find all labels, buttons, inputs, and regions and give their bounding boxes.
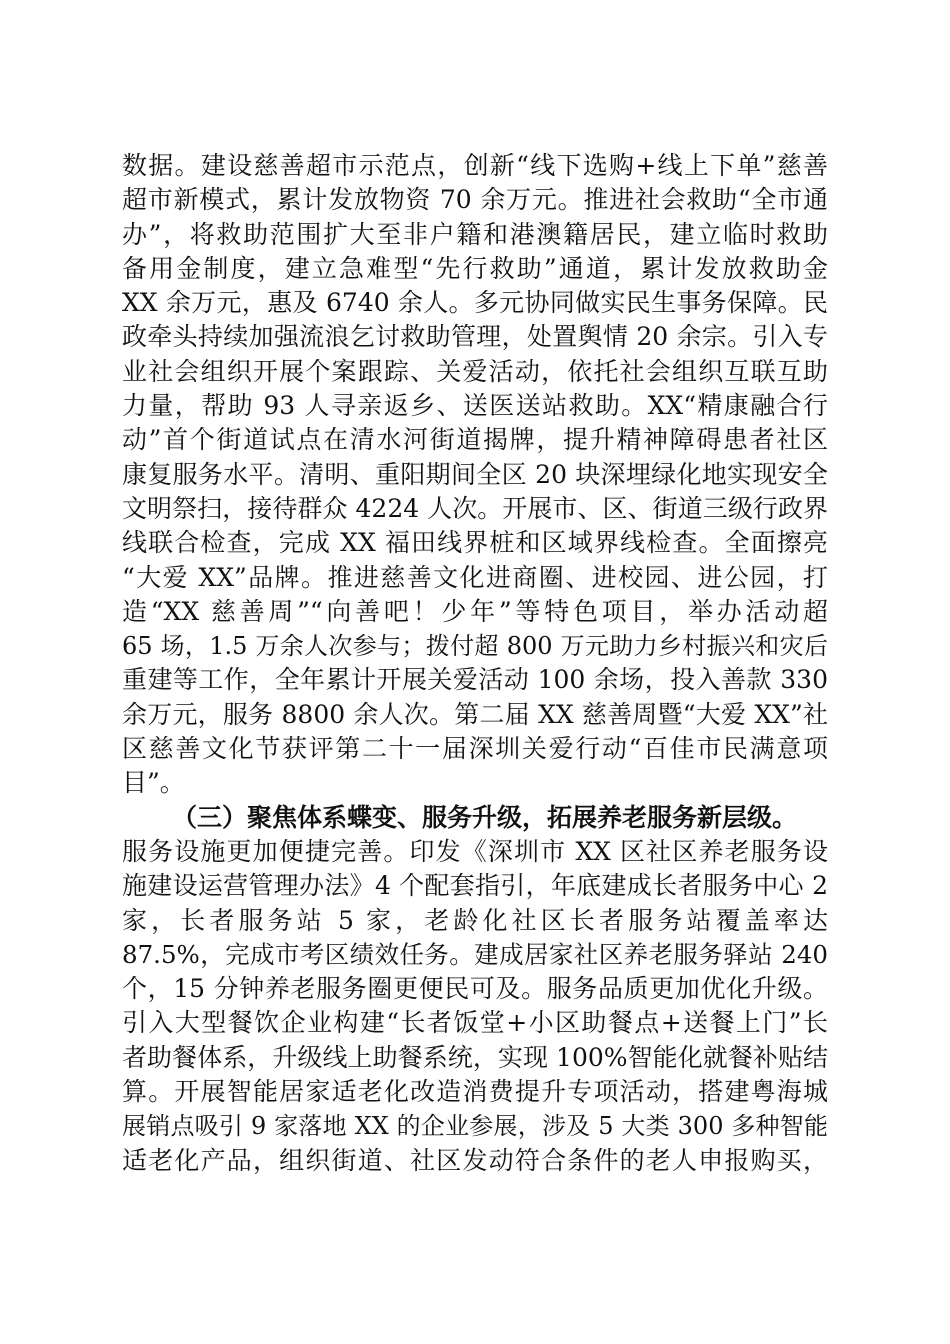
text-line: 余万元，服务 8800 余人次。第二届 XX 慈善周暨“大爱 XX”社 (122, 699, 828, 729)
text-line: 造“XX 慈善周”“向善吧！少年”等特色项目，举办活动超 (122, 596, 828, 626)
text-line: 算。开展智能居家适老化改造消费提升专项活动，搭建粤海城 (122, 1077, 828, 1107)
text-line: 文明祭扫，接待群众 4224 人次。开展市、区、街道三级行政界 (122, 493, 828, 523)
paragraph-elderly-services (122, 801, 828, 1178)
text-line: 家，长者服务站 5 家，老龄化社区长者服务站覆盖率达 (122, 905, 828, 935)
text-line: 超市新模式，累计发放物资 70 余万元。推进社会救助“全市通 (122, 185, 828, 215)
text-line: 备用金制度，建立急难型“先行救助”通道，累计发放救助金 (122, 253, 828, 283)
text-line: 展销点吸引 9 家落地 XX 的企业参展，涉及 5 大类 300 多种智能 (122, 1112, 828, 1141)
text-line: 区慈善文化节获评第二十一届深圳关爱行动“百佳市民满意项 (122, 734, 828, 764)
text-line: “大爱 XX”品牌。推进慈善文化进商圈、进校园、进公园，打 (122, 562, 828, 592)
text-line: 87.5%，完成市考区绩效任务。建成居家社区养老服务驿站 240 (122, 939, 828, 969)
text-line: 目”。 (122, 768, 185, 798)
text-line: 动”首个街道试点在清水河街道揭牌，提升精神障碍患者社区 (122, 425, 828, 455)
text-line: 个，15 分钟养老服务圈更便民可及。服务品质更加优化升级。 (122, 974, 828, 1004)
text-line: 65 场，1.5 万余人次参与；拨付超 800 万元助力乡村振兴和灾后 (122, 632, 828, 661)
text-line: 者助餐体系，升级线上助餐系统，实现 100%智能化就餐补贴结 (122, 1042, 828, 1072)
text-line: 政牵头持续加强流浪乞讨救助管理，处置舆情 20 余宗。引入专 (122, 322, 828, 352)
text-line: XX 余万元，惠及 6740 余人。多元协同做实民生事务保障。民 (122, 288, 828, 318)
text-line: 服务设施更加便捷完善。印发《深圳市 XX 区社区养老服务设 (122, 836, 828, 866)
text-line: 引入大型餐饮企业构建“长者饭堂+小区助餐点+送餐上门”长 (122, 1008, 828, 1038)
document-body (122, 149, 828, 1178)
text-line: 力量，帮助 93 人寻亲返乡、送医送站救助。XX“精康融合行 (122, 391, 828, 421)
text-line: 线联合检查，完成 XX 福田线界桩和区域界线检查。全面擦亮 (122, 528, 828, 558)
text-line: 施建设运营管理办法》4 个配套指引，年底建成长者服务中心 2 (122, 871, 828, 901)
text-line: 业社会组织开展个案跟踪、关爱活动，依托社会组织互联互助 (122, 356, 828, 386)
text-line: 数据。建设慈善超市示范点，创新“线下选购+线上下单”慈善 (122, 151, 828, 180)
paragraph-charity-services (122, 149, 828, 801)
text-line: 重建等工作，全年累计开展关爱活动 100 余场，投入善款 330 (122, 665, 828, 695)
text-line: 康复服务水平。清明、重阳期间全区 20 块深埋绿化地实现安全 (122, 459, 828, 489)
text-line: 办”，将救助范围扩大至非户籍和港澳籍居民，建立临时救助 (122, 219, 828, 249)
section-heading: （三）聚焦体系蝶变、服务升级，拓展养老服务新层级。 (172, 802, 798, 832)
text-line: 适老化产品，组织街道、社区发动符合条件的老人申报购买， (122, 1145, 828, 1175)
